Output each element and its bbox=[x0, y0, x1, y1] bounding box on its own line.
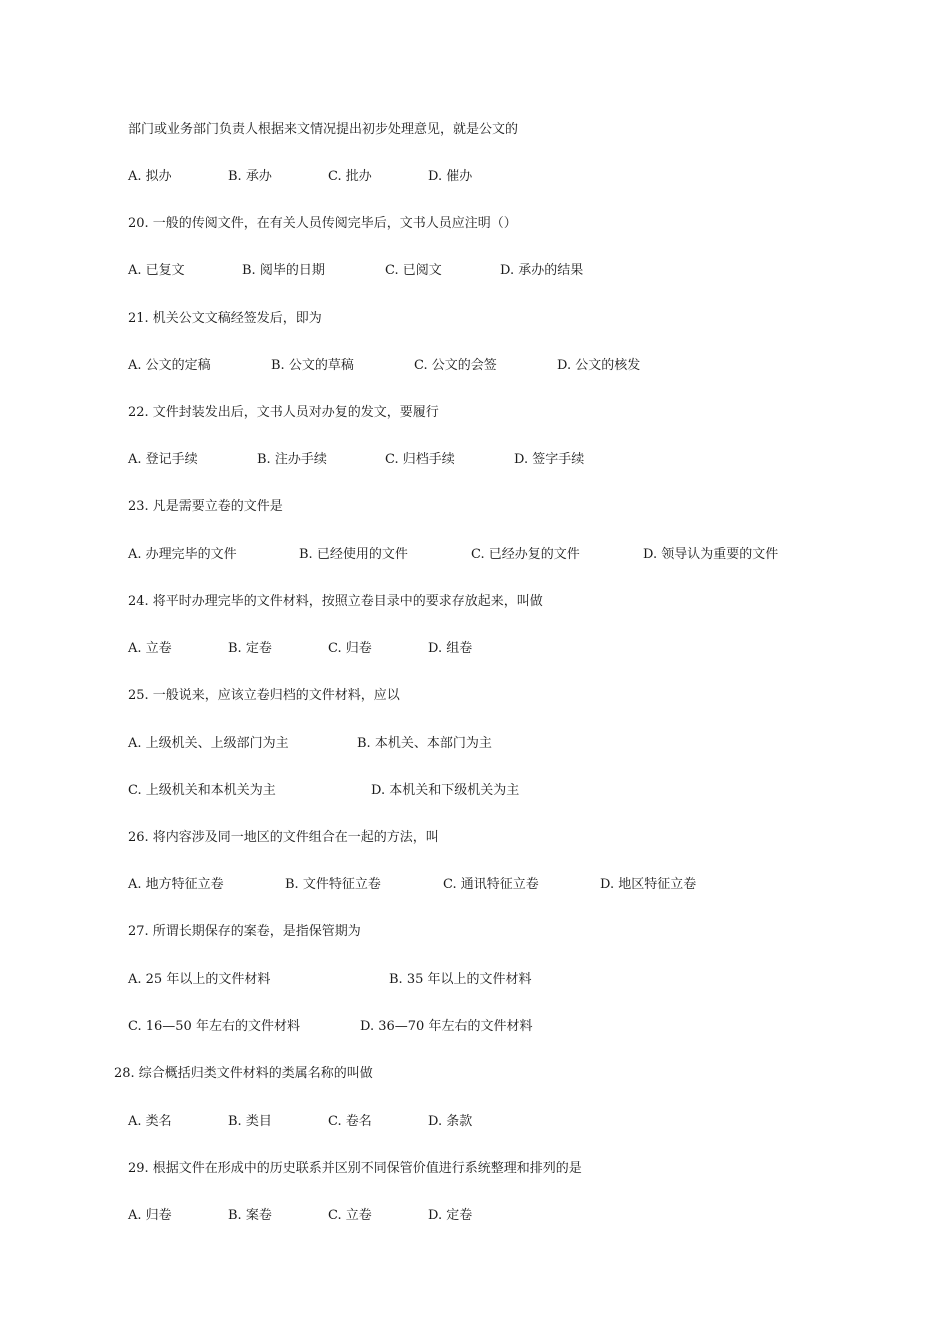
q22-option-d: D. 签字手续 bbox=[514, 452, 585, 467]
question-29-text: 29. 根据文件在形成中的历史联系并区别不同保管价值进行系统整理和排列的是 bbox=[128, 1161, 582, 1176]
q23-option-b: B. 已经使用的文件 bbox=[299, 547, 408, 562]
q26-option-c: C. 通讯特征立卷 bbox=[443, 877, 539, 892]
q22-option-c: C. 归档手续 bbox=[385, 452, 455, 467]
q22-option-b: B. 注办手续 bbox=[257, 452, 327, 467]
question-24-text: 24. 将平时办理完毕的文件材料，按照立卷目录中的要求存放起来，叫做 bbox=[128, 594, 543, 609]
question-28-text: 28. 综合概括归类文件材料的类属名称的叫做 bbox=[114, 1066, 373, 1081]
q27-option-d: D. 36—70 年左右的文件材料 bbox=[360, 1019, 533, 1034]
q25-option-d: D. 本机关和下级机关为主 bbox=[371, 783, 520, 798]
q28-option-d: D. 条款 bbox=[428, 1114, 473, 1129]
q21-option-b: B. 公文的草稿 bbox=[271, 358, 354, 373]
q29-option-b: B. 案卷 bbox=[228, 1208, 272, 1223]
q20-option-d: D. 承办的结果 bbox=[500, 263, 584, 278]
q23-option-c: C. 已经办复的文件 bbox=[471, 547, 580, 562]
q19-option-c: C. 批办 bbox=[328, 169, 372, 184]
question-22-text: 22. 文件封装发出后，文书人员对办复的发文，要履行 bbox=[128, 405, 439, 420]
q27-option-c: C. 16—50 年左右的文件材料 bbox=[128, 1019, 300, 1034]
q20-option-a: A. 已复文 bbox=[128, 263, 185, 278]
q29-option-d: D. 定卷 bbox=[428, 1208, 473, 1223]
q20-option-b: B. 阅毕的日期 bbox=[242, 263, 325, 278]
q21-option-c: C. 公文的会签 bbox=[414, 358, 497, 373]
question-23-text: 23. 凡是需要立卷的文件是 bbox=[128, 499, 283, 514]
q25-option-c: C. 上级机关和本机关为主 bbox=[128, 783, 276, 798]
q26-option-a: A. 地方特征立卷 bbox=[128, 877, 224, 892]
q24-option-d: D. 组卷 bbox=[428, 641, 473, 656]
q27-option-a: A. 25 年以上的文件材料 bbox=[128, 972, 271, 987]
q23-option-d: D. 领导认为重要的文件 bbox=[643, 547, 779, 562]
q28-option-b: B. 类目 bbox=[228, 1114, 272, 1129]
q29-option-c: C. 立卷 bbox=[328, 1208, 372, 1223]
question-27-text: 27. 所谓长期保存的案卷，是指保管期为 bbox=[128, 924, 361, 939]
q19-option-a: A. 拟办 bbox=[128, 169, 172, 184]
q21-option-a: A. 公文的定稿 bbox=[128, 358, 211, 373]
q24-option-b: B. 定卷 bbox=[228, 641, 272, 656]
q19-option-d: D. 催办 bbox=[428, 169, 473, 184]
q28-option-c: C. 卷名 bbox=[328, 1114, 372, 1129]
q29-option-a: A. 归卷 bbox=[128, 1208, 172, 1223]
question-26-text: 26. 将内容涉及同一地区的文件组合在一起的方法，叫 bbox=[128, 830, 439, 845]
q20-option-c: C. 已阅文 bbox=[385, 263, 442, 278]
question-21-text: 21. 机关公文文稿经签发后，即为 bbox=[128, 311, 322, 326]
q21-option-d: D. 公文的核发 bbox=[557, 358, 641, 373]
q19-option-b: B. 承办 bbox=[228, 169, 272, 184]
q25-option-a: A. 上级机关、上级部门为主 bbox=[128, 736, 289, 751]
q22-option-a: A. 登记手续 bbox=[128, 452, 198, 467]
q26-option-b: B. 文件特征立卷 bbox=[285, 877, 381, 892]
question-20-text: 20. 一般的传阅文件，在有关人员传阅完毕后，文书人员应注明（） bbox=[128, 216, 517, 231]
q26-option-d: D. 地区特征立卷 bbox=[600, 877, 697, 892]
q25-option-b: B. 本机关、本部门为主 bbox=[357, 736, 492, 751]
q24-option-c: C. 归卷 bbox=[328, 641, 372, 656]
q23-option-a: A. 办理完毕的文件 bbox=[128, 547, 237, 562]
q24-option-a: A. 立卷 bbox=[128, 641, 172, 656]
q28-option-a: A. 类名 bbox=[128, 1114, 172, 1129]
q27-option-b: B. 35 年以上的文件材料 bbox=[389, 972, 532, 987]
question-19-text: 部门或业务部门负责人根据来文情况提出初步处理意见，就是公文的 bbox=[128, 122, 519, 137]
question-25-text: 25. 一般说来，应该立卷归档的文件材料，应以 bbox=[128, 688, 400, 703]
